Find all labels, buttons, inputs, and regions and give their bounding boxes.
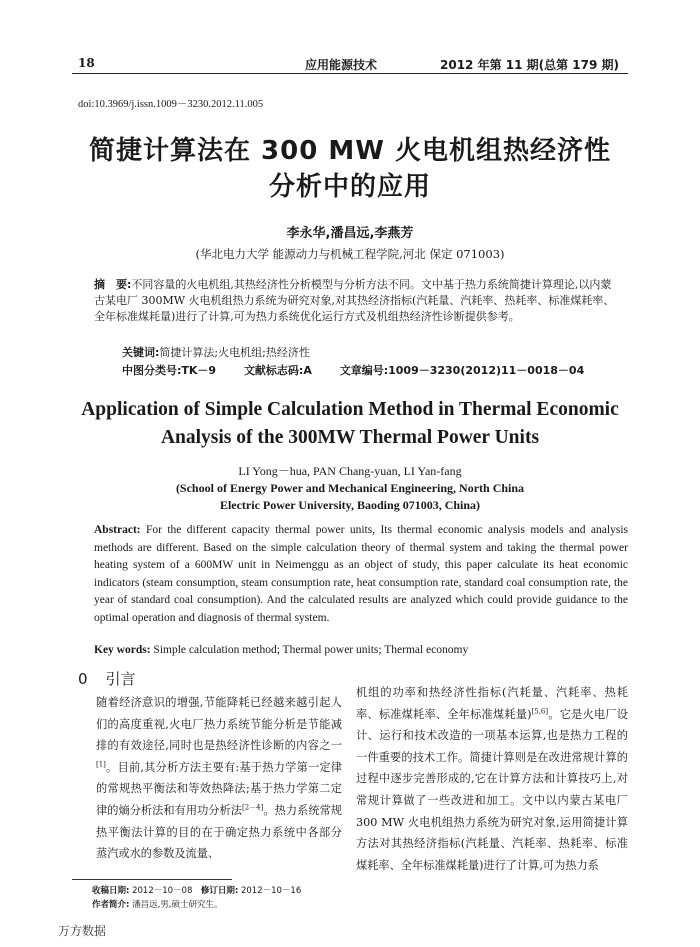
header-rule xyxy=(72,73,628,74)
abstract-en-text: For the different capacity thermal power units, Its thermal economic analysis models and analysis methods are different. Based on the simple calculation theory of thermal system and taking the thermal power heating system of a 600MW unit in Neimenggu as an object of study, this paper calculate its heat economic indicators (steam consumption, steam consumption rate, heat consumption rate, standard coal consumption rate, the year of standard coal consumption). And the calculated results are analyzed which could provide guidance to the optimal operation and diagnosis of thermal system. xyxy=(94,524,628,624)
journal-name: 应用能源技术 xyxy=(305,58,378,72)
title-cn-line-1: 简捷计算法在 300 MW 火电机组热经济性 xyxy=(89,136,611,166)
title-en xyxy=(72,396,628,452)
received-date: 2012－10－08 xyxy=(129,886,201,896)
footnote-rule xyxy=(72,879,232,880)
keywords-en-label: Key words: xyxy=(94,644,151,656)
watermark: 万方数据 xyxy=(58,924,107,938)
keywords-cn-label: 关键词: xyxy=(122,346,160,359)
body-text: 机组的功率和热经济性指标(汽耗量、汽耗率、热耗率、标准煤耗率、全年标准煤耗量) xyxy=(356,686,628,721)
abstract-cn-text: 不同容量的火电机组,其热经济性分析模型与分析方法不同。文中基于热力系统简捷计算理论,以内蒙古某电厂 300MW 火电机组热力系统为研究对象,对其热经济指标(汽耗量、汽耗率、热耗率、标准煤耗率、全年标准煤耗量)进行了计算,可为热力系统优化运行方式及机组热经济性诊断提供参考。 xyxy=(94,278,615,323)
citation: [2－4] xyxy=(242,803,264,812)
affiliation-en-line-1: (School of Energy Power and Mechanical Engineering, North China xyxy=(175,481,525,495)
author-bio: 潘昌远,男,硕士研究生。 xyxy=(129,900,223,910)
page-number: 18 xyxy=(78,56,95,70)
title-en-line-2: Analysis of the 300MW Thermal Power Units xyxy=(160,427,540,448)
doi: doi:10.3969/j.issn.1009－3230.2012.11.005 xyxy=(78,99,264,110)
article-number: 文章编号:1009－3230(2012)11－0018－04 xyxy=(339,364,585,377)
footnote-author xyxy=(92,898,223,910)
keywords-en-text: Simple calculation method; Thermal power units; Thermal economy xyxy=(150,644,469,656)
section-number: 0 xyxy=(78,670,88,688)
revised-label: 修订日期: xyxy=(200,886,239,896)
affiliation-cn: (华北电力大学 能源动力与机械工程学院,河北 保定 071003) xyxy=(195,247,505,261)
revised-date: 2012－10－16 xyxy=(238,886,302,896)
keywords-cn xyxy=(122,344,310,360)
body-paragraph-right xyxy=(356,682,628,876)
classification-row xyxy=(122,362,608,378)
body-column-left xyxy=(72,692,342,865)
body-column-right xyxy=(356,682,628,876)
body-paragraph-left xyxy=(72,692,342,865)
section-heading xyxy=(78,668,136,689)
footnote-dates xyxy=(92,884,301,896)
author-bio-label: 作者简介: xyxy=(92,900,130,910)
keywords-en xyxy=(94,644,468,656)
abstract-en-label: Abstract: xyxy=(94,524,141,536)
document-code: 文献标志码:A xyxy=(243,364,312,377)
abstract-cn-label: 摘 要: xyxy=(94,278,132,291)
citation: [5,6] xyxy=(531,706,549,715)
abstract-cn xyxy=(94,277,622,325)
journal-issue: 2012 年第 11 期(总第 179 期) xyxy=(440,58,620,72)
clc-number: 中图分类号:TK－9 xyxy=(122,364,217,377)
affiliation-en-line-2: Electric Power University, Baoding 071003, China) xyxy=(219,498,481,512)
authors-cn: 李永华,潘昌远,李燕芳 xyxy=(286,226,414,241)
keywords-cn-text: 简捷计算法;火电机组;热经济性 xyxy=(159,346,310,359)
citation: [1] xyxy=(96,760,106,769)
body-text: 。目前,其分析方法主要有:基于热力学第一定律的常规热平衡法和等效热降法;基于热力学第二定律的熵分析法和有用功分析法 xyxy=(96,760,342,817)
authors-en: LI Yong－hua, PAN Chang-yuan, LI Yan-fang xyxy=(238,464,462,478)
title-en-line-1: Application of Simple Calculation Method in Thermal Economic xyxy=(81,399,619,420)
section-title: 引言 xyxy=(105,670,136,688)
body-text: 。它是火电厂设计、运行和技术改造的一项基本运算,也是热力工程的一件重要的技术工作。简捷计算则是在改进常规计算的过程中逐步完善形成的,它在计算方法和计算技巧上,对常规计算做了一些改进和加工。文中以内蒙古某电厂 300 MW 火电机组热力系统为研究对象,运用简捷计算方法对其热经济指标(汽耗量、汽耗率、热耗率、标准煤耗率、全年标准煤耗量)进行了计算,可为热力系 xyxy=(356,707,628,872)
received-label: 收稿日期: xyxy=(92,886,130,896)
affiliation-en xyxy=(72,480,628,514)
abstract-en xyxy=(94,522,628,627)
title-cn-line-2: 分析中的应用 xyxy=(268,172,431,202)
body-text: 。热力系统常规热平衡法计算的目的在于确定热力系统中各部分蒸汽或水的参数及流量、 xyxy=(96,803,342,861)
body-text: 随着经济意识的增强,节能降耗已经越来越引起人们的高度重视,火电厂热力系统节能分析是节能减排的有效途径,同时也是热经济性诊断的内容之一 xyxy=(96,696,342,753)
